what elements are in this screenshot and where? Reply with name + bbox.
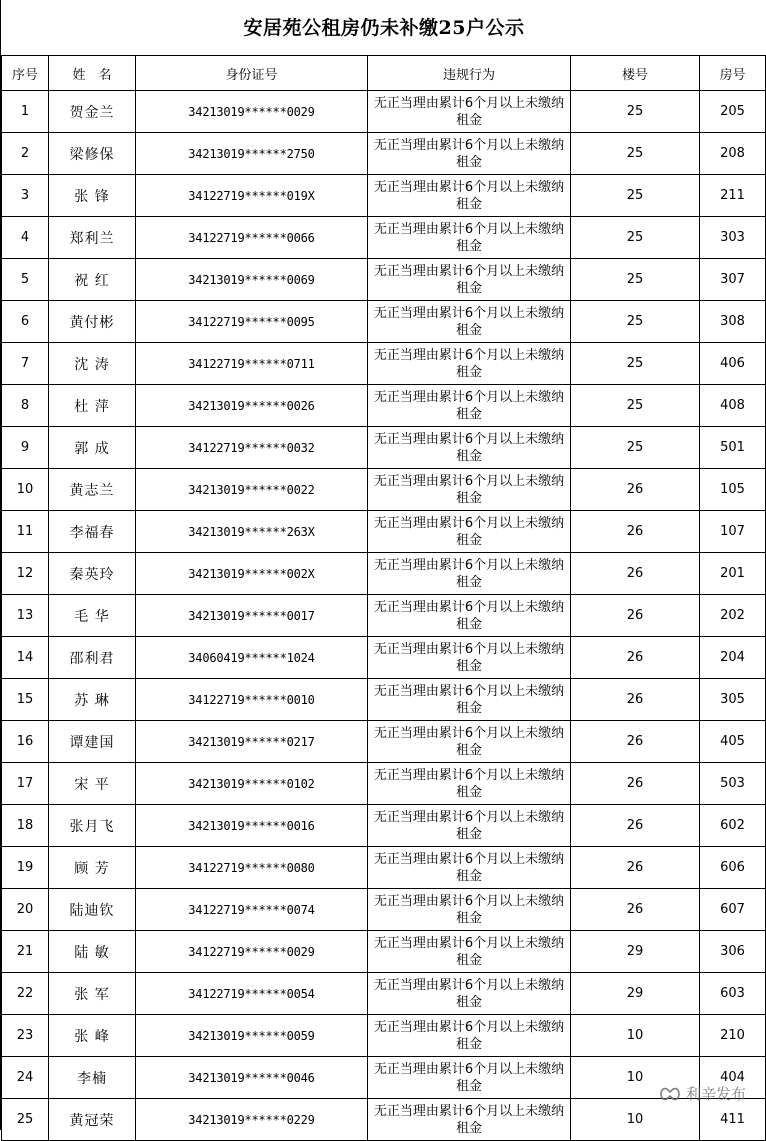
cell-violation: 无正当理由累计6个月以上未缴纳租金 — [368, 1057, 571, 1099]
cell-seq: 16 — [2, 721, 49, 763]
cell-room: 208 — [700, 133, 766, 175]
header-building: 楼号 — [571, 56, 700, 91]
cell-id: 34213019******002X — [136, 553, 368, 595]
cell-name: 李福春 — [49, 511, 136, 553]
cell-violation: 无正当理由累计6个月以上未缴纳租金 — [368, 91, 571, 133]
cell-name: 毛 华 — [49, 595, 136, 637]
cell-room: 405 — [700, 721, 766, 763]
table-row — [2, 427, 766, 469]
cell-room: 406 — [700, 343, 766, 385]
cell-building: 25 — [571, 217, 700, 259]
table-row — [2, 679, 766, 721]
cell-violation: 无正当理由累计6个月以上未缴纳租金 — [368, 847, 571, 889]
table-row — [2, 637, 766, 679]
header-id: 身份证号 — [136, 56, 368, 91]
table-row — [2, 889, 766, 931]
cell-seq: 6 — [2, 301, 49, 343]
cell-id: 34213019******0069 — [136, 259, 368, 301]
cell-violation: 无正当理由累计6个月以上未缴纳租金 — [368, 889, 571, 931]
cell-seq: 1 — [2, 91, 49, 133]
cell-violation: 无正当理由累计6个月以上未缴纳租金 — [368, 595, 571, 637]
cell-room: 306 — [700, 931, 766, 973]
table-row — [2, 469, 766, 511]
table-row — [2, 259, 766, 301]
cell-seq: 8 — [2, 385, 49, 427]
column-divider — [135, 1101, 136, 1130]
table-row — [2, 343, 766, 385]
cell-building: 25 — [571, 301, 700, 343]
cell-name: 梁修保 — [49, 133, 136, 175]
cell-building: 25 — [571, 133, 700, 175]
cell-violation: 无正当理由累计6个月以上未缴纳租金 — [368, 637, 571, 679]
cell-room: 411 — [700, 1099, 766, 1141]
table-row — [2, 595, 766, 637]
cell-seq: 15 — [2, 679, 49, 721]
cell-seq: 21 — [2, 931, 49, 973]
cell-seq: 14 — [2, 637, 49, 679]
cell-name: 祝 红 — [49, 259, 136, 301]
cell-building: 26 — [571, 847, 700, 889]
cell-name: 秦英玲 — [49, 553, 136, 595]
table-header — [2, 56, 766, 91]
cell-id: 34122719******0095 — [136, 301, 368, 343]
cell-seq: 20 — [2, 889, 49, 931]
cell-name: 陆迪钦 — [49, 889, 136, 931]
wechat-channel-icon — [659, 1085, 681, 1103]
cell-violation: 无正当理由累计6个月以上未缴纳租金 — [368, 385, 571, 427]
header-name: 姓 名 — [49, 56, 136, 91]
column-divider — [48, 1101, 49, 1130]
cell-seq: 3 — [2, 175, 49, 217]
cell-room: 607 — [700, 889, 766, 931]
cell-room: 303 — [700, 217, 766, 259]
cell-room: 404 — [700, 1057, 766, 1099]
document-title: 安居苑公租房仍未补缴25户公示 — [243, 17, 525, 39]
cell-seq: 9 — [2, 427, 49, 469]
cell-id: 34122719******019X — [136, 175, 368, 217]
cell-id: 34122719******0032 — [136, 427, 368, 469]
table-row — [2, 1015, 766, 1057]
cell-id: 34213019******0229 — [136, 1099, 368, 1141]
cell-seq: 13 — [2, 595, 49, 637]
cell-name: 张 锋 — [49, 175, 136, 217]
cell-violation: 无正当理由累计6个月以上未缴纳租金 — [368, 679, 571, 721]
table-row — [2, 511, 766, 553]
table-row — [2, 1057, 766, 1099]
cell-room: 308 — [700, 301, 766, 343]
cell-id: 34122719******0066 — [136, 217, 368, 259]
cell-id: 34122719******0711 — [136, 343, 368, 385]
cell-building: 26 — [571, 595, 700, 637]
cell-name: 宋 平 — [49, 763, 136, 805]
cell-name: 张 军 — [49, 973, 136, 1015]
cell-room: 210 — [700, 1015, 766, 1057]
cell-room: 204 — [700, 637, 766, 679]
cell-name: 张 峰 — [49, 1015, 136, 1057]
table-row — [2, 217, 766, 259]
cell-id: 34213019******2750 — [136, 133, 368, 175]
cell-violation: 无正当理由累计6个月以上未缴纳租金 — [368, 973, 571, 1015]
cell-building: 25 — [571, 427, 700, 469]
cell-building: 26 — [571, 679, 700, 721]
cell-seq: 23 — [2, 1015, 49, 1057]
watermark — [659, 1083, 746, 1104]
table-row — [2, 931, 766, 973]
cell-violation: 无正当理由累计6个月以上未缴纳租金 — [368, 175, 571, 217]
cell-violation: 无正当理由累计6个月以上未缴纳租金 — [368, 721, 571, 763]
cell-name: 谭建国 — [49, 721, 136, 763]
table-row — [2, 721, 766, 763]
cell-id: 34122719******0054 — [136, 973, 368, 1015]
cell-building: 26 — [571, 889, 700, 931]
cell-seq: 17 — [2, 763, 49, 805]
cell-room: 606 — [700, 847, 766, 889]
cell-name: 顾 芳 — [49, 847, 136, 889]
cell-name: 贺金兰 — [49, 91, 136, 133]
cell-id: 34213019******0217 — [136, 721, 368, 763]
cell-name: 李楠 — [49, 1057, 136, 1099]
table-row — [2, 805, 766, 847]
cell-seq: 5 — [2, 259, 49, 301]
cell-id: 34213019******0026 — [136, 385, 368, 427]
cell-id: 34213019******0102 — [136, 763, 368, 805]
watermark-text: 利辛发布 — [685, 1085, 746, 1103]
cell-violation: 无正当理由累计6个月以上未缴纳租金 — [368, 1099, 571, 1141]
cell-name: 郭 成 — [49, 427, 136, 469]
cell-violation: 无正当理由累计6个月以上未缴纳租金 — [368, 427, 571, 469]
cell-seq: 10 — [2, 469, 49, 511]
cell-id: 34122719******0080 — [136, 847, 368, 889]
cell-room: 503 — [700, 763, 766, 805]
cell-seq: 24 — [2, 1057, 49, 1099]
cell-seq: 19 — [2, 847, 49, 889]
cell-id: 34213019******263X — [136, 511, 368, 553]
cell-violation: 无正当理由累计6个月以上未缴纳租金 — [368, 763, 571, 805]
cell-building: 25 — [571, 385, 700, 427]
cell-name: 杜 萍 — [49, 385, 136, 427]
cell-name: 黄冠荣 — [49, 1099, 136, 1141]
cell-room: 603 — [700, 973, 766, 1015]
cell-name: 黄志兰 — [49, 469, 136, 511]
cell-room: 305 — [700, 679, 766, 721]
cell-name: 张月飞 — [49, 805, 136, 847]
table-row — [2, 301, 766, 343]
cell-building: 29 — [571, 931, 700, 973]
tenant-table — [1, 55, 766, 1141]
cell-violation: 无正当理由累计6个月以上未缴纳租金 — [368, 217, 571, 259]
header-seq: 序号 — [2, 56, 49, 91]
cell-violation: 无正当理由累计6个月以上未缴纳租金 — [368, 133, 571, 175]
cell-violation: 无正当理由累计6个月以上未缴纳租金 — [368, 805, 571, 847]
cell-room: 205 — [700, 91, 766, 133]
cell-name: 沈 涛 — [49, 343, 136, 385]
cell-seq: 2 — [2, 133, 49, 175]
table-row — [2, 133, 766, 175]
cell-building: 25 — [571, 91, 700, 133]
cell-building: 10 — [571, 1057, 700, 1099]
cell-building: 26 — [571, 763, 700, 805]
cell-violation: 无正当理由累计6个月以上未缴纳租金 — [368, 301, 571, 343]
cell-id: 34213019******0059 — [136, 1015, 368, 1057]
cell-building: 10 — [571, 1099, 700, 1141]
cell-name: 黄付彬 — [49, 301, 136, 343]
cell-id: 34213019******0029 — [136, 91, 368, 133]
cell-violation: 无正当理由累计6个月以上未缴纳租金 — [368, 259, 571, 301]
cell-room: 501 — [700, 427, 766, 469]
cell-violation: 无正当理由累计6个月以上未缴纳租金 — [368, 469, 571, 511]
cell-id: 34122719******0074 — [136, 889, 368, 931]
cell-id: 34122719******0010 — [136, 679, 368, 721]
table-row — [2, 175, 766, 217]
table-row — [2, 763, 766, 805]
cell-building: 26 — [571, 469, 700, 511]
cell-violation: 无正当理由累计6个月以上未缴纳租金 — [368, 553, 571, 595]
cell-name: 邵利君 — [49, 637, 136, 679]
cell-room: 201 — [700, 553, 766, 595]
cell-name: 郑利兰 — [49, 217, 136, 259]
table-row — [2, 553, 766, 595]
cell-id: 34060419******1024 — [136, 637, 368, 679]
cell-building: 26 — [571, 511, 700, 553]
cell-building: 26 — [571, 721, 700, 763]
cell-seq: 18 — [2, 805, 49, 847]
cell-seq: 4 — [2, 217, 49, 259]
cell-name: 苏 琳 — [49, 679, 136, 721]
cell-seq: 11 — [2, 511, 49, 553]
cell-building: 29 — [571, 973, 700, 1015]
cell-violation: 无正当理由累计6个月以上未缴纳租金 — [368, 511, 571, 553]
cell-building: 26 — [571, 637, 700, 679]
cell-room: 107 — [700, 511, 766, 553]
cell-violation: 无正当理由累计6个月以上未缴纳租金 — [368, 931, 571, 973]
cell-seq: 22 — [2, 973, 49, 1015]
cell-room: 408 — [700, 385, 766, 427]
cell-room: 211 — [700, 175, 766, 217]
cell-seq: 7 — [2, 343, 49, 385]
cell-building: 10 — [571, 1015, 700, 1057]
cell-id: 34213019******0046 — [136, 1057, 368, 1099]
cell-building: 26 — [571, 553, 700, 595]
cell-id: 34213019******0016 — [136, 805, 368, 847]
header-violation: 违规行为 — [368, 56, 571, 91]
cell-room: 602 — [700, 805, 766, 847]
table-body — [2, 91, 766, 1141]
cell-room: 202 — [700, 595, 766, 637]
cell-building: 26 — [571, 805, 700, 847]
cell-building: 25 — [571, 259, 700, 301]
cell-building: 25 — [571, 175, 700, 217]
cell-seq: 12 — [2, 553, 49, 595]
table-row — [2, 91, 766, 133]
cell-seq: 25 — [2, 1099, 49, 1141]
cell-building: 25 — [571, 343, 700, 385]
cell-id: 34213019******0017 — [136, 595, 368, 637]
table-row — [2, 973, 766, 1015]
cell-violation: 无正当理由累计6个月以上未缴纳租金 — [368, 343, 571, 385]
cell-room: 105 — [700, 469, 766, 511]
cell-id: 34122719******0029 — [136, 931, 368, 973]
table-row — [2, 385, 766, 427]
cell-violation: 无正当理由累计6个月以上未缴纳租金 — [368, 1015, 571, 1057]
cell-id: 34213019******0022 — [136, 469, 368, 511]
header-room: 房号 — [700, 56, 766, 91]
table-footer-gap — [1, 1101, 765, 1130]
table-row — [2, 847, 766, 889]
header-row — [2, 56, 766, 91]
cell-room: 307 — [700, 259, 766, 301]
cell-name: 陆 敏 — [49, 931, 136, 973]
